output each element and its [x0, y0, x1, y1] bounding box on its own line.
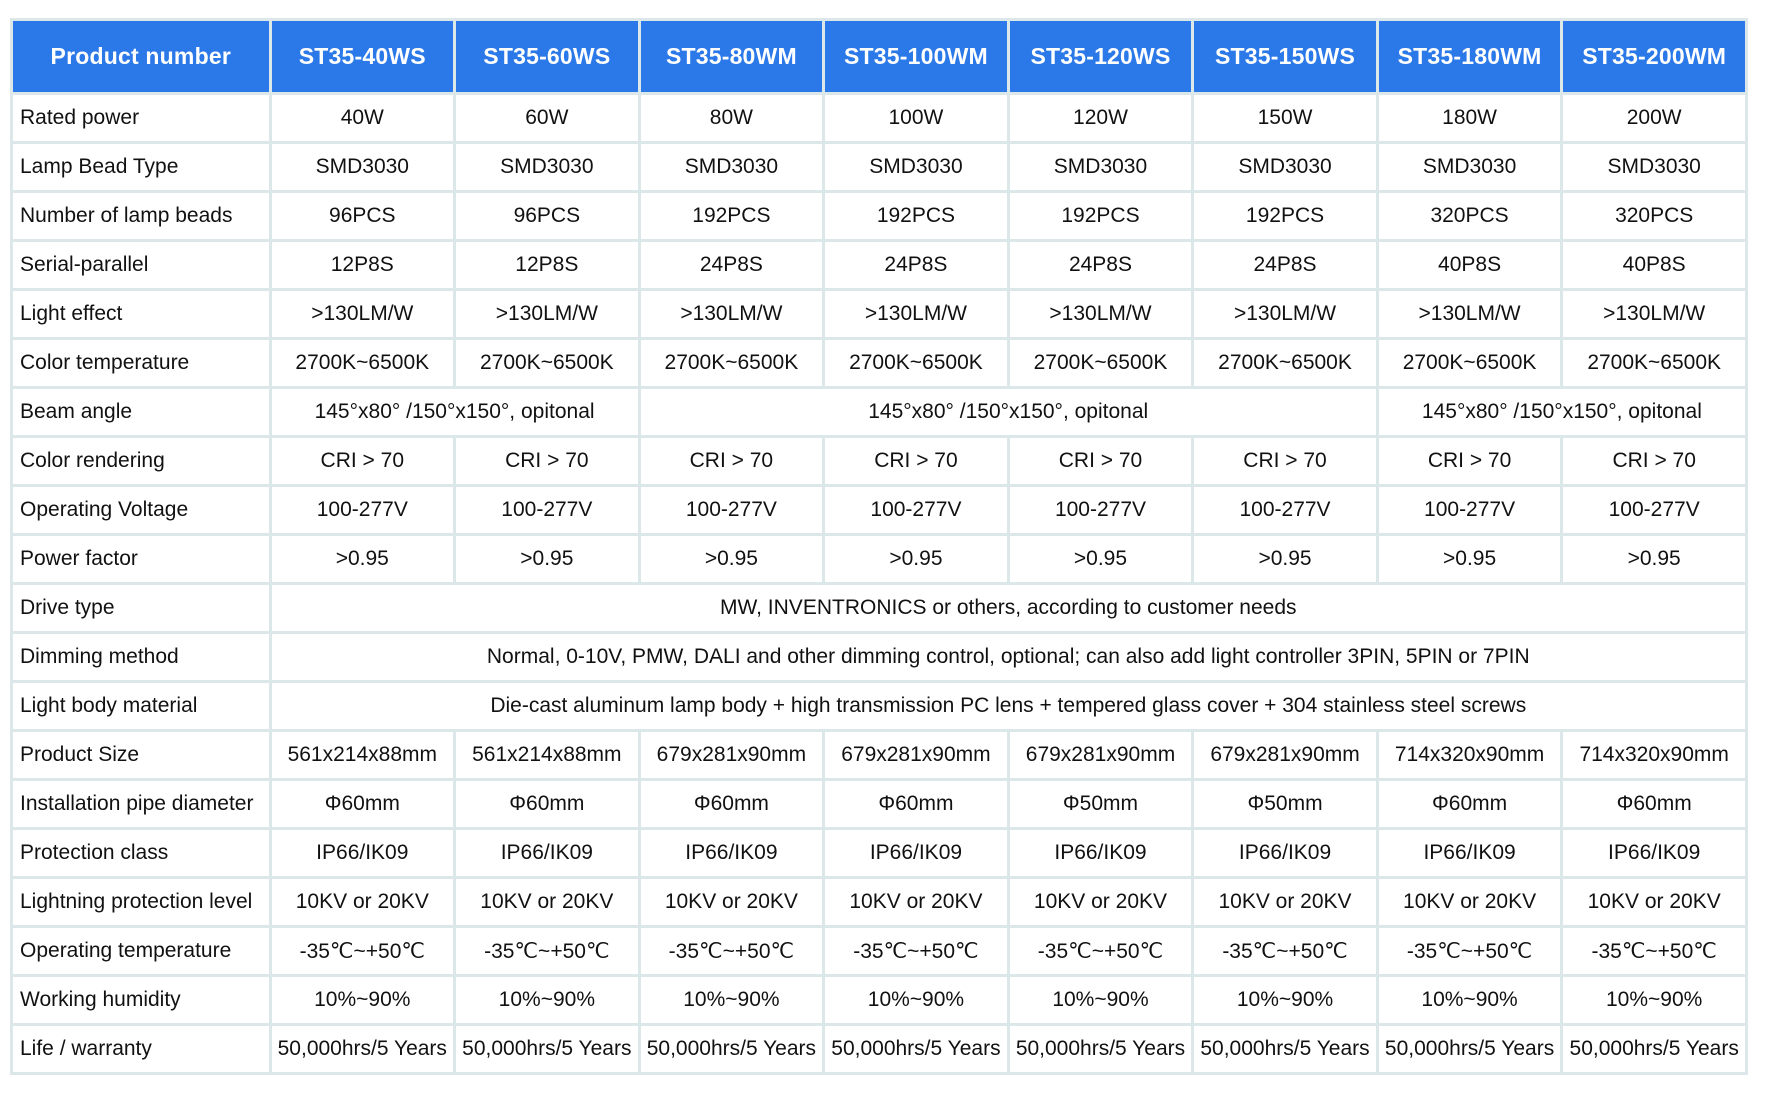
column-header: ST35-100WM	[824, 20, 1009, 94]
spec-cell: IP66/IK09	[270, 829, 455, 878]
spec-cell: 2700K~6500K	[270, 339, 455, 388]
spec-cell: 24P8S	[1008, 241, 1193, 290]
row-label: Operating temperature	[12, 927, 271, 976]
merged-spec-cell: Normal, 0-10V, PMW, DALI and other dimming control, optional; can also add light controller 3PIN, 5PIN or 7PIN	[270, 633, 1746, 682]
spec-cell: CRI > 70	[1193, 437, 1378, 486]
spec-cell: 50,000hrs/5 Years	[1193, 1025, 1378, 1074]
spec-cell: -35℃~+50℃	[1562, 927, 1747, 976]
spec-cell: Φ60mm	[270, 780, 455, 829]
table-row	[12, 94, 1747, 143]
column-header: ST35-120WS	[1008, 20, 1193, 94]
spec-cell: 10%~90%	[455, 976, 640, 1025]
spec-cell: 100-277V	[1562, 486, 1747, 535]
table-row	[12, 486, 1747, 535]
spec-cell: Φ60mm	[824, 780, 1009, 829]
table-row	[12, 731, 1747, 780]
row-label: Installation pipe diameter	[12, 780, 271, 829]
spec-cell: 2700K~6500K	[455, 339, 640, 388]
spec-cell: >0.95	[270, 535, 455, 584]
merged-spec-cell: 145°x80° /150°x150°, opitonal	[270, 388, 639, 437]
row-label: Life / warranty	[12, 1025, 271, 1074]
spec-cell: 714x320x90mm	[1377, 731, 1562, 780]
spec-cell: >0.95	[1008, 535, 1193, 584]
row-label: Working humidity	[12, 976, 271, 1025]
merged-spec-cell: 145°x80° /150°x150°, opitonal	[1377, 388, 1746, 437]
spec-cell: IP66/IK09	[1008, 829, 1193, 878]
spec-cell: CRI > 70	[824, 437, 1009, 486]
spec-cell: 40W	[270, 94, 455, 143]
spec-cell: 679x281x90mm	[639, 731, 824, 780]
spec-cell: CRI > 70	[270, 437, 455, 486]
spec-cell: IP66/IK09	[824, 829, 1009, 878]
row-label: Dimming method	[12, 633, 271, 682]
spec-cell: 10%~90%	[1008, 976, 1193, 1025]
spec-cell: -35℃~+50℃	[824, 927, 1009, 976]
spec-cell: 80W	[639, 94, 824, 143]
table-body	[12, 94, 1747, 1074]
spec-cell: 50,000hrs/5 Years	[1008, 1025, 1193, 1074]
table-row	[12, 1025, 1747, 1074]
row-label: Power factor	[12, 535, 271, 584]
spec-cell: 50,000hrs/5 Years	[1377, 1025, 1562, 1074]
table-row	[12, 633, 1747, 682]
spec-cell: CRI > 70	[1008, 437, 1193, 486]
spec-cell: IP66/IK09	[1562, 829, 1747, 878]
spec-cell: >130LM/W	[455, 290, 640, 339]
spec-cell: 10%~90%	[1562, 976, 1747, 1025]
spec-cell: -35℃~+50℃	[1193, 927, 1378, 976]
table-row	[12, 780, 1747, 829]
spec-cell: 180W	[1377, 94, 1562, 143]
spec-cell: IP66/IK09	[1377, 829, 1562, 878]
column-header: ST35-180WM	[1377, 20, 1562, 94]
spec-cell: 2700K~6500K	[1562, 339, 1747, 388]
spec-cell: 60W	[455, 94, 640, 143]
table-row	[12, 829, 1747, 878]
table-row	[12, 584, 1747, 633]
column-header: ST35-60WS	[455, 20, 640, 94]
spec-cell: CRI > 70	[455, 437, 640, 486]
spec-cell: 10KV or 20KV	[1562, 878, 1747, 927]
spec-cell: Φ60mm	[1377, 780, 1562, 829]
spec-cell: SMD3030	[824, 143, 1009, 192]
spec-cell: IP66/IK09	[1193, 829, 1378, 878]
corner-header-product-number: Product number	[12, 20, 271, 94]
spec-cell: SMD3030	[1193, 143, 1378, 192]
spec-cell: 120W	[1008, 94, 1193, 143]
spec-cell: 320PCS	[1377, 192, 1562, 241]
table-row	[12, 143, 1747, 192]
table-row	[12, 878, 1747, 927]
spec-cell: 10KV or 20KV	[455, 878, 640, 927]
spec-sheet	[10, 18, 1748, 1075]
row-label: Color temperature	[12, 339, 271, 388]
spec-cell: >130LM/W	[1562, 290, 1747, 339]
spec-cell: 192PCS	[1193, 192, 1378, 241]
spec-cell: 12P8S	[270, 241, 455, 290]
spec-cell: 150W	[1193, 94, 1378, 143]
row-label: Beam angle	[12, 388, 271, 437]
spec-cell: 679x281x90mm	[824, 731, 1009, 780]
spec-cell: 200W	[1562, 94, 1747, 143]
spec-table	[10, 18, 1748, 1075]
spec-cell: 192PCS	[824, 192, 1009, 241]
spec-cell: -35℃~+50℃	[1008, 927, 1193, 976]
spec-cell: 10KV or 20KV	[639, 878, 824, 927]
spec-cell: 40P8S	[1377, 241, 1562, 290]
spec-cell: SMD3030	[1008, 143, 1193, 192]
spec-cell: 100-277V	[1377, 486, 1562, 535]
table-row	[12, 682, 1747, 731]
spec-cell: 100-277V	[639, 486, 824, 535]
row-label: Rated power	[12, 94, 271, 143]
spec-cell: >0.95	[824, 535, 1009, 584]
table-row	[12, 388, 1747, 437]
column-header: ST35-200WM	[1562, 20, 1747, 94]
merged-spec-cell: Die-cast aluminum lamp body + high transmission PC lens + tempered glass cover + 304 stainless steel screws	[270, 682, 1746, 731]
table-row	[12, 535, 1747, 584]
spec-cell: >130LM/W	[1377, 290, 1562, 339]
spec-cell: Φ50mm	[1008, 780, 1193, 829]
spec-cell: 679x281x90mm	[1193, 731, 1378, 780]
row-label: Lamp Bead Type	[12, 143, 271, 192]
column-header: ST35-150WS	[1193, 20, 1378, 94]
spec-cell: 10KV or 20KV	[1377, 878, 1562, 927]
spec-cell: Φ60mm	[455, 780, 640, 829]
spec-cell: 10%~90%	[1193, 976, 1378, 1025]
spec-cell: SMD3030	[639, 143, 824, 192]
table-header	[12, 20, 1747, 94]
row-label: Protection class	[12, 829, 271, 878]
spec-cell: 100-277V	[824, 486, 1009, 535]
spec-cell: IP66/IK09	[455, 829, 640, 878]
spec-cell: 100-277V	[1193, 486, 1378, 535]
table-row	[12, 437, 1747, 486]
spec-cell: Φ50mm	[1193, 780, 1378, 829]
spec-cell: 50,000hrs/5 Years	[270, 1025, 455, 1074]
row-label: Number of lamp beads	[12, 192, 271, 241]
spec-cell: 50,000hrs/5 Years	[1562, 1025, 1747, 1074]
spec-cell: 2700K~6500K	[639, 339, 824, 388]
table-row	[12, 192, 1747, 241]
spec-cell: -35℃~+50℃	[270, 927, 455, 976]
merged-spec-cell: MW, INVENTRONICS or others, according to customer needs	[270, 584, 1746, 633]
spec-cell: 96PCS	[455, 192, 640, 241]
spec-cell: -35℃~+50℃	[639, 927, 824, 976]
spec-cell: 679x281x90mm	[1008, 731, 1193, 780]
spec-cell: SMD3030	[1377, 143, 1562, 192]
spec-cell: 100W	[824, 94, 1009, 143]
spec-cell: 10KV or 20KV	[1008, 878, 1193, 927]
spec-cell: 100-277V	[270, 486, 455, 535]
row-label: Product Size	[12, 731, 271, 780]
spec-cell: 96PCS	[270, 192, 455, 241]
spec-cell: 50,000hrs/5 Years	[455, 1025, 640, 1074]
spec-cell: >0.95	[1377, 535, 1562, 584]
spec-cell: 100-277V	[1008, 486, 1193, 535]
spec-cell: >0.95	[639, 535, 824, 584]
table-row	[12, 290, 1747, 339]
spec-cell: >0.95	[455, 535, 640, 584]
spec-cell: 100-277V	[455, 486, 640, 535]
spec-cell: 714x320x90mm	[1562, 731, 1747, 780]
column-header: ST35-40WS	[270, 20, 455, 94]
spec-cell: -35℃~+50℃	[455, 927, 640, 976]
table-row	[12, 241, 1747, 290]
spec-cell: 320PCS	[1562, 192, 1747, 241]
spec-cell: 10KV or 20KV	[824, 878, 1009, 927]
spec-cell: 2700K~6500K	[824, 339, 1009, 388]
spec-cell: 24P8S	[639, 241, 824, 290]
merged-spec-cell: 145°x80° /150°x150°, opitonal	[639, 388, 1377, 437]
row-label: Color rendering	[12, 437, 271, 486]
spec-cell: >130LM/W	[639, 290, 824, 339]
table-row	[12, 339, 1747, 388]
spec-cell: 2700K~6500K	[1008, 339, 1193, 388]
spec-cell: 10%~90%	[1377, 976, 1562, 1025]
spec-cell: >130LM/W	[270, 290, 455, 339]
spec-cell: Φ60mm	[639, 780, 824, 829]
spec-cell: 24P8S	[1193, 241, 1378, 290]
spec-cell: 12P8S	[455, 241, 640, 290]
spec-cell: 50,000hrs/5 Years	[639, 1025, 824, 1074]
row-label: Light body material	[12, 682, 271, 731]
spec-cell: 2700K~6500K	[1193, 339, 1378, 388]
spec-cell: >130LM/W	[824, 290, 1009, 339]
spec-cell: SMD3030	[455, 143, 640, 192]
row-label: Serial-parallel	[12, 241, 271, 290]
column-header: ST35-80WM	[639, 20, 824, 94]
spec-cell: 10%~90%	[639, 976, 824, 1025]
spec-cell: 40P8S	[1562, 241, 1747, 290]
table-row	[12, 976, 1747, 1025]
table-row	[12, 927, 1747, 976]
spec-cell: 561x214x88mm	[270, 731, 455, 780]
spec-cell: 50,000hrs/5 Years	[824, 1025, 1009, 1074]
spec-cell: 24P8S	[824, 241, 1009, 290]
spec-cell: 192PCS	[1008, 192, 1193, 241]
header-row	[12, 20, 1747, 94]
row-label: Lightning protection level	[12, 878, 271, 927]
spec-cell: SMD3030	[1562, 143, 1747, 192]
spec-cell: 192PCS	[639, 192, 824, 241]
spec-cell: 2700K~6500K	[1377, 339, 1562, 388]
spec-cell: CRI > 70	[1377, 437, 1562, 486]
spec-cell: CRI > 70	[1562, 437, 1747, 486]
spec-cell: 10KV or 20KV	[1193, 878, 1378, 927]
spec-cell: 10%~90%	[270, 976, 455, 1025]
spec-cell: 10KV or 20KV	[270, 878, 455, 927]
row-label: Operating Voltage	[12, 486, 271, 535]
spec-cell: 561x214x88mm	[455, 731, 640, 780]
spec-cell: >0.95	[1193, 535, 1378, 584]
spec-cell: -35℃~+50℃	[1377, 927, 1562, 976]
spec-cell: SMD3030	[270, 143, 455, 192]
spec-cell: >0.95	[1562, 535, 1747, 584]
row-label: Light effect	[12, 290, 271, 339]
spec-cell: >130LM/W	[1193, 290, 1378, 339]
spec-cell: CRI > 70	[639, 437, 824, 486]
row-label: Drive type	[12, 584, 271, 633]
spec-cell: 10%~90%	[824, 976, 1009, 1025]
spec-cell: IP66/IK09	[639, 829, 824, 878]
spec-cell: >130LM/W	[1008, 290, 1193, 339]
spec-cell: Φ60mm	[1562, 780, 1747, 829]
